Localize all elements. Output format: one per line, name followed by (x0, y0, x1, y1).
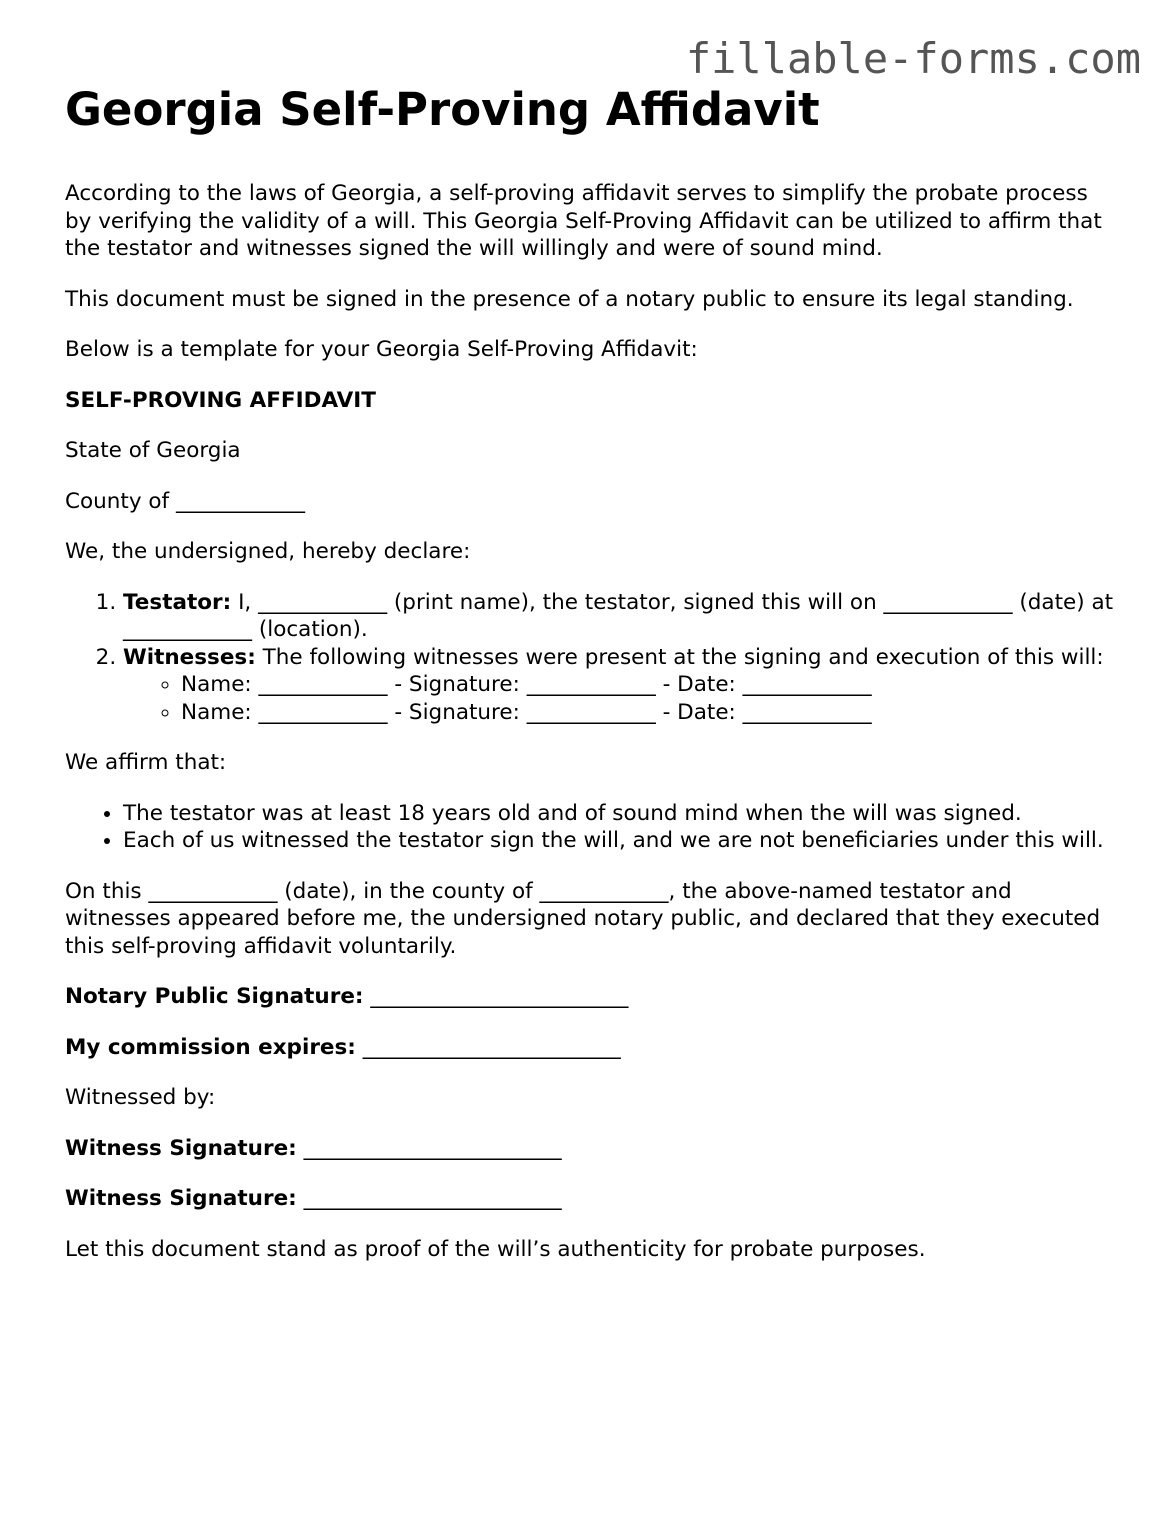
state-line: State of Georgia (65, 438, 241, 463)
affirmations-list (65, 800, 1115, 855)
notary-requirement-paragraph: This document must be signed in the presence of a notary public to ensure its legal standing. (65, 286, 1074, 312)
witnesses-text: The following witnesses were present at the signing and execution of this will: (255, 644, 1104, 670)
witness-signature-blank: ________________________ (296, 1186, 562, 1211)
declaration-line: We, the undersigned, hereby declare: (65, 539, 471, 564)
affirm-intro: We affirm that: (65, 750, 227, 775)
watermark-logo: fillable-forms.com (685, 34, 1141, 83)
witness-signature-label: Witness Signature: (65, 1186, 297, 1211)
witnessed-by-line: Witnessed by: (65, 1085, 216, 1110)
county-line: County of ____________ (65, 488, 305, 514)
list-item: • Each of us witnessed the testator sign the will, and we are not beneficiaries under this will. (123, 827, 1115, 855)
notary-signature-line (65, 983, 1115, 1011)
witness-lines-list (123, 671, 1115, 726)
closing-paragraph: Let this document stand as proof of the will’s authenticity for probate purposes. (65, 1236, 926, 1262)
commission-line (65, 1034, 1115, 1062)
intro-paragraph: According to the laws of Georgia, a self-proving affidavit serves to simplify the probate process by verifying the validity of a will. This Georgia Self-Proving Affidavit can be utilized to affirm that the testator and witnesses signed the will willingly and were of sound mind. (65, 181, 1102, 261)
witness-signature-label: Witness Signature: (65, 1135, 297, 1161)
document-page (65, 84, 1115, 1286)
testator-label: Testator: (123, 589, 232, 615)
notary-paragraph: On this ____________ (date), in the county of ____________, the above-named testator and witnesses appeared before me, the undersigned notary public, and declared that they executed this self-proving affidavit voluntarily. (65, 878, 1101, 959)
witness-signature-line-2 (65, 1185, 1115, 1213)
witness-signature-blank: ________________________ (296, 1135, 562, 1161)
declaration-list (65, 589, 1115, 727)
witness-line: ◦ Name: ____________ - Signature: ____________ - Date: ____________ (181, 699, 1115, 727)
witnesses-label: Witnesses: (123, 644, 256, 670)
template-intro-paragraph: Below is a template for your Georgia Self-Proving Affidavit: (65, 337, 698, 362)
list-item-testator (123, 589, 1115, 644)
witness-line: ◦ Name: ____________ - Signature: ____________ - Date: ____________ (181, 671, 1115, 699)
testator-text: I, ____________ (print name), the testator, signed this will on ____________ (date) at ____________ (location). (123, 589, 1114, 642)
witness-signature-line-1 (65, 1135, 1115, 1163)
form-heading: SELF-PROVING AFFIDAVIT (65, 387, 376, 413)
list-item-witnesses (123, 644, 1115, 727)
page-title: Georgia Self-Proving Affidavit (65, 83, 820, 136)
commission-label: My commission expires: (65, 1034, 356, 1060)
list-item: • The testator was at least 18 years old and of sound mind when the will was signed. (123, 800, 1115, 828)
notary-signature-label: Notary Public Signature: (65, 984, 364, 1009)
notary-signature-blank: ________________________ (363, 984, 629, 1009)
commission-blank: ________________________ (355, 1034, 621, 1060)
